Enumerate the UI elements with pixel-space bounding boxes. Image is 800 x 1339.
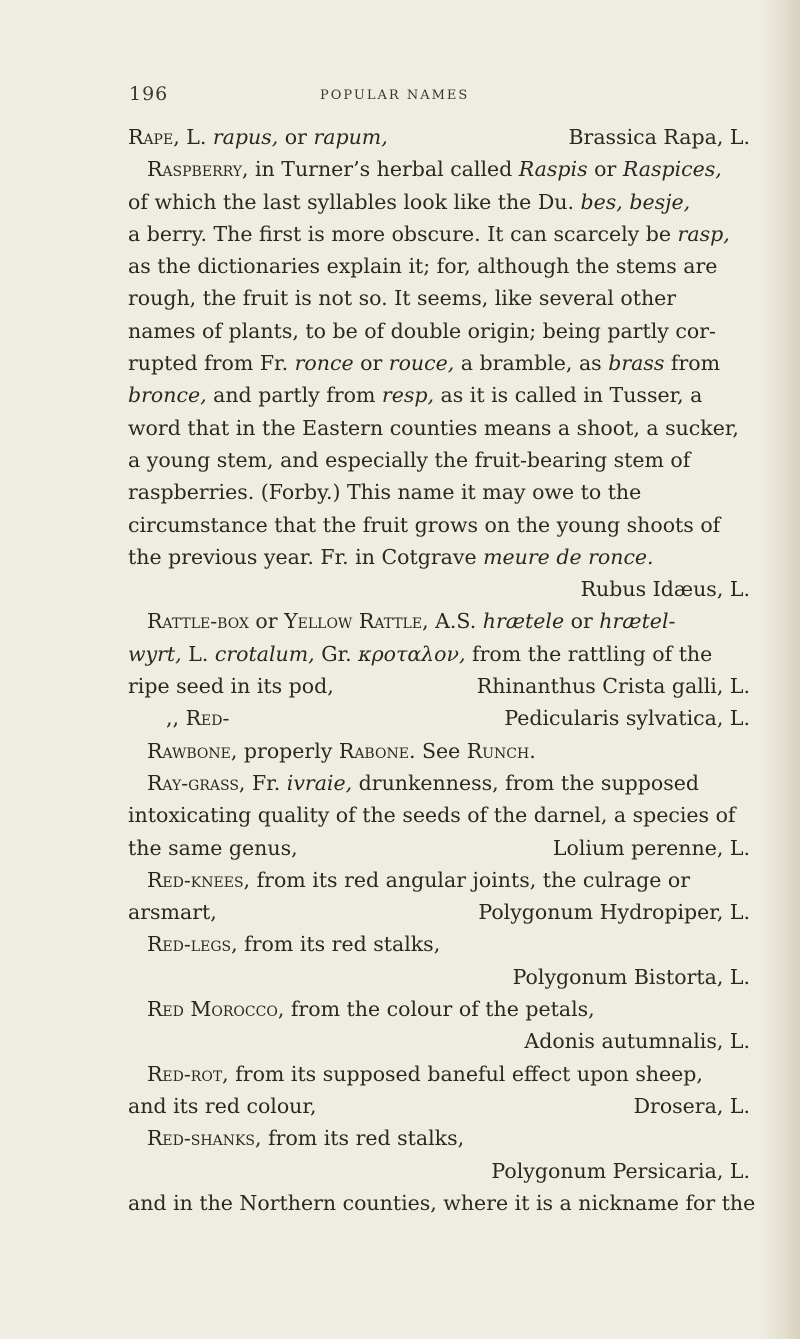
entry-red-rot: Red-rot, from its supposed baneful effect upon sheep,: [147, 1061, 703, 1086]
text-line: intoxicating quality of the seeds of the darnel, a species of: [128, 803, 736, 828]
binomial-name: Pedicularis sylvatica, L.: [504, 706, 750, 731]
headword: Raspberry: [147, 157, 242, 182]
page-number: 196: [129, 83, 169, 105]
headword: Rawbone: [147, 738, 231, 763]
text-line: of which the last syllables look like the Du. bes, besje,: [128, 189, 691, 214]
dictionary-text: [128, 121, 758, 1219]
text-line: [128, 961, 758, 993]
binomial-name: Rhinanthus Crista galli, L.: [476, 674, 750, 699]
entry-raspberry: Raspberry, in Turner’s herbal called Raspis or Raspices,: [147, 157, 722, 182]
headword: Rape: [128, 125, 174, 149]
page-edge-shadow: [762, 0, 800, 1339]
entry-ray-grass: Ray-grass, Fr. ivraie, drunkenness, from the supposed: [147, 770, 700, 795]
text-line: a young stem, and especially the fruit-bearing stem of: [128, 447, 691, 472]
text-line: a berry. The first is more obscure. It can scarcely be rasp,: [128, 221, 730, 246]
binomial-name: Polygonum Bistorta, L.: [512, 964, 750, 989]
text-line: the same genus, Lolium perenne, L.: [128, 832, 758, 864]
page-header: [0, 83, 800, 113]
entry-red-morocco: Red Morocco, from the colour of the petals,: [147, 997, 595, 1022]
binomial-name: Drosera, L.: [633, 1093, 750, 1118]
text-line: rupted from Fr. ronce or rouce, a bramble, as brass from: [128, 351, 721, 376]
running-title: POPULAR NAMES: [320, 88, 470, 103]
text-line: bronce, and partly from resp, as it is called in Tusser, a: [128, 383, 703, 408]
ditto-mark: ,,: [166, 706, 180, 731]
text-line: and its red colour, Drosera, L.: [128, 1090, 758, 1122]
text-line: names of plants, to be of double origin; being partly cor-: [128, 318, 716, 343]
text-line: wyrt, L. crotalum, Gr. κροταλον, from the rattling of the: [128, 641, 713, 666]
text-line: word that in the Eastern counties means a shoot, a sucker,: [128, 415, 739, 440]
text-line: ripe seed in its pod, Rhinanthus Crista galli, L.: [128, 670, 758, 702]
entry-red-rattle: [128, 702, 758, 734]
text-line: the previous year. Fr. in Cotgrave meure de ronce.: [128, 544, 654, 569]
text-line: raspberries. (Forby.) This name it may owe to the: [128, 480, 642, 505]
text-line: circumstance that the fruit grows on the young shoots of: [128, 512, 721, 537]
headword: Red-: [185, 706, 230, 731]
entry-red-knees: Red-knees, from its red angular joints, the culrage or: [147, 867, 691, 892]
entry-rawbone: Rawbone, properly Rabone. See Runch.: [147, 738, 536, 763]
binomial-name: Polygonum Persicaria, L.: [491, 1158, 750, 1183]
headword: Red-rot: [147, 1061, 223, 1086]
headword: Ray-grass: [147, 770, 239, 795]
headword: Red-knees: [147, 867, 244, 892]
text-line: arsmart, Polygonum Hydropiper, L.: [128, 896, 758, 928]
binomial-name: Brassica Rapa, L.: [568, 125, 750, 149]
entry-red-shanks: Red-shanks, from its red stalks,: [147, 1126, 465, 1151]
entry-rattle-box: Rattle-box or Yellow Rattle, A.S. hrætele or hrætel-: [147, 609, 676, 634]
text-line: as the dictionaries explain it; for, although the stems are: [128, 254, 718, 279]
text-line: and in the Northern counties, where it is a nickname for the: [128, 1190, 756, 1215]
binomial-name: Adonis autumnalis, L.: [524, 1029, 750, 1054]
text-line: rough, the fruit is not so. It seems, like several other: [128, 286, 677, 311]
text-line: [128, 1155, 758, 1187]
headword: Red-shanks: [147, 1126, 256, 1151]
binomial-name: Polygonum Hydropiper, L.: [478, 900, 750, 925]
binomial-name: Lolium perenne, L.: [552, 835, 750, 860]
entry-rape: [128, 121, 758, 153]
headword: Rattle-box: [147, 609, 249, 634]
entry-text: Rape, L. rapus, or rapum,: [128, 125, 388, 149]
headword: Red: [147, 997, 184, 1022]
text-line: [128, 1025, 758, 1057]
text-line: [128, 573, 758, 605]
headword: Red-legs: [147, 932, 232, 957]
entry-red-legs: Red-legs, from its red stalks,: [147, 932, 441, 957]
binomial-name: Rubus Idæus, L.: [580, 577, 750, 602]
